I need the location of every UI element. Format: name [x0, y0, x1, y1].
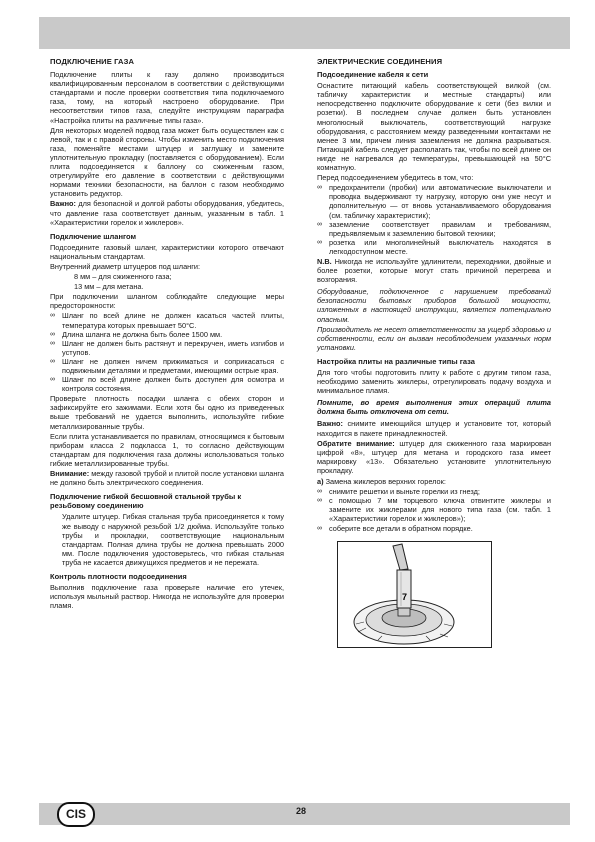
- attention-note: [50, 469, 284, 487]
- important-text: для безопасной и долгой работы оборудования, убедитесь, что давление газа соответствует данным, указанным в табл. 1 «Характеристики горелок и жиклеров».: [50, 199, 284, 227]
- list-item-text: снимите решетки и выньте горелки из гнезд;: [329, 487, 480, 497]
- list-item-text: Шланг по всей длине не должен касаться частей плиты, температура которых превышает 50°С.: [62, 311, 284, 330]
- paragraph: Внутренний диаметр штуцеров под шланги:: [50, 261, 201, 271]
- list-item-text: Шланг не должен быть растянут и перекручен, иметь изгибов и уступов.: [62, 338, 284, 357]
- list-item: [317, 487, 551, 496]
- paragraph: Для того чтобы подготовить плиту к работе с другим типом газа, необходимо заменить жиклеры, отрегулировать подачу воздуха и минимальное пламя.: [317, 368, 551, 396]
- bullet-icon: ∞: [317, 497, 322, 505]
- paragraph: Проверьте плотность посадки шланга с обеих сторон и зафиксируйте его зажимами. Если хотя бы одно из приведенных выше требований не удается выполнить, используйте гибкие металлизированные трубы.: [50, 394, 284, 431]
- attention-text: между газовой трубой и плитой после установки шланга не должно быть электрического соединения.: [50, 469, 284, 488]
- bullet-icon: ∞: [50, 357, 55, 365]
- section-title-electrical: ЭЛЕКТРИЧЕСКИЕ СОЕДИНЕНИЯ: [317, 57, 443, 66]
- nb-text: Никогда не используйте удлинители, переходники, двойные и более розетки, которые могут стать причиной перегрева и возгорания.: [317, 256, 552, 285]
- bullet-icon: ∞: [317, 220, 322, 228]
- list-item-text: заземление соответствует правилам и требованиям, предъявляемым к заземлению бытовой техники;: [329, 219, 551, 238]
- paragraph: Подключение плиты к газу должно производиться квалифицированным персоналом в соответствии с действующими стандартами и после проверки соответствия типа подключаемого газа, тому, на который настроено оборудование. При несоответствии типов газа, следуйте инструкциям параграфа «Настройка плиты на различные типы газа».: [50, 70, 284, 125]
- safety-warning: Оборудование, подключенное с нарушением требований безопасности бытовых приборов большой мощности, изложенных в настоящей инструкции, является потенциально опасным.: [317, 287, 551, 324]
- list-item-text: Шланг по всей длине должен быть доступен для осмотра и контроля состояния.: [62, 375, 284, 394]
- hose-precautions-list: [50, 311, 284, 393]
- paragraph: Выполнив подключение газа проверьте наличие его утечек, используя мыльный раствор. Никогда не используйте для проверки пламя.: [50, 583, 284, 611]
- list-item-text: соберите все детали в обратном порядке.: [329, 523, 473, 533]
- attention-text: штуцер для сжиженного газа маркирован цифрой «8», штуцер для метана и городского газа имеет маркировку «13». Обязательно установите уплотнительную прокладку.: [317, 438, 552, 475]
- bullet-icon: ∞: [317, 524, 322, 532]
- bullet-icon: ∞: [317, 238, 322, 246]
- attention-note: [317, 439, 551, 475]
- list-item-text: с помощью 7 мм торцевого ключа отвинтите жиклеры и замените их жиклерами для нового типа газа (см. табл. 1 «Характеристики горелок и жиклеров»);: [329, 496, 551, 524]
- list-item: [50, 311, 284, 329]
- list-item: [317, 238, 551, 256]
- attention-label: Внимание:: [50, 469, 90, 479]
- important-note: [317, 419, 551, 437]
- wrench-size-label: 7: [402, 591, 408, 602]
- important-label: Важно:: [50, 199, 76, 209]
- list-item-text: розетка или многолинейный выключатель находятся в легкодоступном месте.: [329, 237, 551, 256]
- right-column: [317, 57, 551, 648]
- paragraph: Подсоедините газовый шланг, характеристики которого отвечают национальным стандартам.: [50, 242, 284, 261]
- important-label: Важно:: [317, 419, 343, 429]
- step-a-label: a): [317, 477, 324, 487]
- diameter-item: 8 мм – для сжиженного газа;: [74, 272, 172, 282]
- important-note: [50, 199, 284, 226]
- paragraph: Если плита устанавливается по правилам, относящимся к бытовым приборам класса 2 подкласса 1, то согласно действующим стандартам для подключения газа должны использоваться только гибкие металлизированные трубы.: [50, 431, 284, 468]
- bullet-icon: ∞: [50, 339, 55, 347]
- nb-label: N.B.: [317, 256, 332, 266]
- bullet-icon: ∞: [50, 330, 55, 338]
- paragraph: Перед подсоединением убедитесь в том, что:: [317, 173, 474, 183]
- left-column: [50, 57, 284, 611]
- paragraph: Оснастите питающий кабель соответствующей вилкой (см. табличку характеристик и местные стандарты) или непосредственно подключите оборудование к сети (без вилки и розетки). В последнем случае должен быть установлен многолюсный выключатель, соответствующий нагрузке оборудования, с расстоянием между разведенными контактами не менее 3 мм, причем линия заземления не должна разрываться. Питающий кабель следует располагать так, чтобы по всей длине он нигде не нагревался до температуры, превышающей на 50°С комнатную.: [317, 81, 551, 173]
- list-item: [50, 339, 284, 357]
- jet-replacement-figure: [337, 541, 492, 648]
- paragraph: При подключении шлангом соблюдайте следующие меры предосторожности:: [50, 292, 284, 311]
- section-title-gas: ПОДКЛЮЧЕНИЕ ГАЗА: [50, 57, 135, 66]
- electrical-checklist: [317, 183, 551, 256]
- list-item: [317, 524, 551, 533]
- diameter-item: 13 мм – для метана.: [74, 282, 144, 292]
- subsection-title-steel-pipe: Подключение гибкой бесшовной стальной трубы к резьбовому соединению: [50, 492, 242, 511]
- disconnect-warning: Помните, во время выполнения этих операций плита должна быть отключена от сети.: [317, 398, 551, 417]
- nb-note: [317, 257, 551, 284]
- bullet-icon: ∞: [50, 376, 55, 384]
- subsection-title-hose: Подключение шлангом: [50, 231, 137, 241]
- list-item-text: Длина шланга не должна быть более 1500 мм.: [62, 329, 223, 339]
- bullet-icon: ∞: [317, 488, 322, 496]
- list-item: [317, 220, 551, 238]
- list-item-text: предохранители (пробки) или автоматические выключатели и проводка выдерживают ту нагрузку, которую они уже несут и дополнительную — от вновь устанавливаемого оборудования (см. табличку характеристик);: [329, 183, 551, 220]
- list-item: [317, 496, 551, 523]
- step-a: [317, 477, 551, 486]
- bullet-icon: ∞: [50, 312, 55, 320]
- list-item: [50, 330, 284, 339]
- page-number: 28: [296, 806, 307, 816]
- subsection-title-gas-types: Настройка плиты на различные типы газа: [317, 356, 475, 366]
- important-text: снимите имеющийся штуцер и установите тот, который находится в пакете принадлежностей.: [317, 419, 551, 438]
- burner-wrench-illustration: [338, 542, 491, 647]
- list-item-text: Шланг не должен ничем прижиматься и соприкасаться с подвижными деталями и предметами, имеющими острые края.: [62, 356, 284, 375]
- list-item: [50, 357, 284, 375]
- subsection-title-cable: Подсоединение кабеля к сети: [317, 70, 429, 80]
- list-item: [50, 375, 284, 393]
- liability-notice: Производитель не несет ответственности за ущерб здоровью и собственности, если он вызван несоблюдением указанных норм установки.: [317, 324, 551, 352]
- paragraph: Удалите штуцер. Гибкая стальная труба присоединяется к тому же выводу с наружной резьбой 1/2 дюйма. Используйте только трубы и прокладки, соответствующие национальным стандартам. Полная длина трубы не должна превышать 2000 мм. После подключения удостоверьтесь, что гибкая стальная труба не касается движущихся предметов и не пережата.: [62, 512, 284, 567]
- bullet-icon: ∞: [317, 184, 322, 192]
- list-item: [317, 183, 551, 219]
- attention-label: Обратите внимание:: [317, 438, 395, 448]
- step-a-text: Замена жиклеров верхних горелок:: [325, 477, 446, 487]
- header-bar: [39, 17, 570, 49]
- subsection-title-leak-check: Контроль плотности подсоединения: [50, 571, 187, 581]
- jet-replacement-steps: [317, 487, 551, 532]
- paragraph: Для некоторых моделей подвод газа может быть осуществлен как с левой, так и с правой стороны. Чтобы изменить место подключения газа, поменяйте местами штуцер и заглушку и замените уплотнительную прокладку (поставляется с оборудованием). Если плита подсоединяется к баллону со сжиженным газом, отрегулируйте его давление в соответствии с действующими нормами техники безопасности, на баллон с газом необходимо установить редуктор.: [50, 125, 284, 199]
- region-badge: CIS: [57, 802, 95, 827]
